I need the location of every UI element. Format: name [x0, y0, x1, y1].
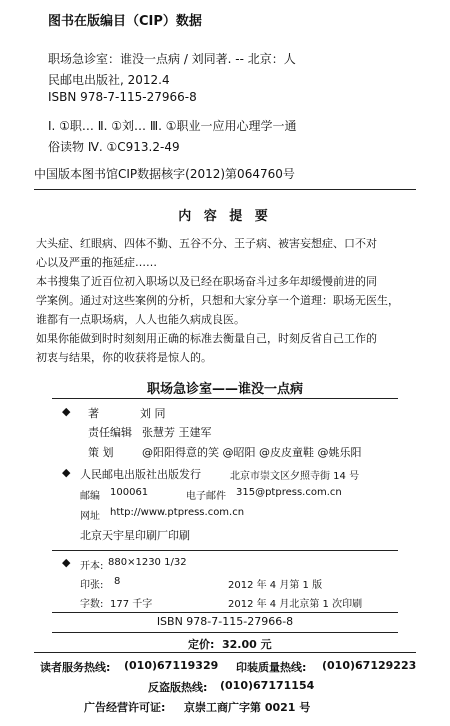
- sheets-label: 印张:: [80, 580, 104, 591]
- cip-heading: 图书在版编目（CIP）数据: [48, 14, 202, 29]
- editor-names: 张慧芳 王建军: [142, 426, 212, 439]
- edition: 2012 年 4 月第 1 版: [228, 580, 323, 591]
- cip-isbn: ISBN 978-7-115-27966-8: [48, 90, 197, 104]
- publisher: 人民邮电出版社出版发行: [80, 468, 201, 481]
- summary-p2-line1: 本书搜集了近百位初入职场以及已经在职场奋斗过多年却缓慢前进的同: [36, 275, 377, 288]
- words-value: 177 千字: [110, 599, 153, 610]
- publisher-address: 北京市崇文区夕照寺街 14 号: [230, 471, 360, 482]
- summary-title: 内 容 提 要: [178, 209, 272, 224]
- piracy-hotline-label: 反盗版热线:: [148, 681, 208, 694]
- reader-hotline-label: 读者服务热线:: [40, 661, 111, 674]
- words-label: 字数:: [80, 599, 104, 610]
- diamond-bullet-icon: ◆: [62, 466, 71, 479]
- colophon-rule-isbn-top: [52, 612, 398, 613]
- price-value: 32.00 元: [222, 638, 272, 651]
- piracy-hotline-number: (010)67171154: [220, 679, 315, 692]
- ad-license-number: 京崇工商广字第 0021 号: [184, 701, 311, 714]
- format-value: 880×1230 1/32: [108, 557, 187, 568]
- top-divider: [34, 189, 416, 190]
- quality-hotline-number: (010)67129223: [322, 659, 417, 672]
- printer: 北京天宇星印刷厂印刷: [80, 529, 190, 542]
- cip-classification-1: Ⅰ. ①职… Ⅱ. ①刘… Ⅲ. ①职业一应用心理学一通: [48, 119, 297, 133]
- format-label: 开本:: [80, 561, 104, 572]
- email-address: 315@ptpress.com.cn: [236, 487, 342, 498]
- summary-p2-line2: 学案例。通过对这些案例的分析，只想和大家分享一个道理：职场无医生，: [36, 294, 399, 307]
- cip-core-number: 中国版本图书馆CIP数据核字(2012)第064760号: [34, 167, 295, 181]
- colophon-rule-top: [52, 398, 398, 399]
- price-label: 定价:: [188, 638, 215, 651]
- web-address: http://www.ptpress.com.cn: [110, 507, 245, 518]
- diamond-bullet-icon: ◆: [62, 405, 71, 418]
- ad-license-label: 广告经营许可证:: [84, 701, 166, 714]
- quality-hotline-label: 印装质量热线:: [236, 661, 307, 674]
- colophon-rule-isbn-bottom: [52, 632, 398, 633]
- summary-p1-line2: 心以及严重的拖延症……: [36, 256, 157, 269]
- cip-classification-2: 俗读物 Ⅳ. ①C913.2-49: [48, 140, 180, 154]
- web-label: 网址: [80, 511, 100, 522]
- sheets-value: 8: [114, 576, 121, 587]
- book-title: 职场急诊室——谁没一点病: [146, 382, 303, 397]
- bottom-divider: [34, 652, 416, 653]
- colophon-rule-mid: [52, 550, 398, 551]
- zip-code: 100061: [110, 487, 149, 498]
- summary-p2-line3: 谁都有一点职场病，人人也能久病成良医。: [36, 313, 245, 326]
- summary-p3-line1: 如果你能做到时时刻刻用正确的标准去衡量自己，时刻反省自己工作的: [36, 332, 377, 345]
- author-label: 著: [88, 407, 99, 420]
- printing: 2012 年 4 月北京第 1 次印刷: [228, 599, 363, 610]
- author-name: 刘 同: [140, 407, 166, 420]
- reader-hotline-number: (010)67119329: [124, 659, 219, 672]
- editor-label: 责任编辑: [88, 426, 132, 439]
- summary-p1-line1: 大头症、红眼病、四体不勤、五谷不分、王子病、被害妄想症、口不对: [36, 237, 377, 250]
- planner-label: 策 划: [88, 446, 114, 459]
- cip-line-1: 职场急诊室：谁没一点病 / 刘同著. -- 北京：人: [48, 52, 296, 66]
- colophon-isbn: ISBN 978-7-115-27966-8: [156, 615, 294, 628]
- planner-names: @阳阳得意的笑 @昭阳 @皮皮童鞋 @姚乐阳: [142, 446, 362, 459]
- zip-label: 邮编: [80, 491, 100, 502]
- diamond-bullet-icon: ◆: [62, 556, 71, 569]
- email-label: 电子邮件: [186, 491, 226, 502]
- cip-line-2: 民邮电出版社, 2012.4: [48, 73, 170, 87]
- summary-p3-line2: 初衷与结果，你的收获将是惊人的。: [36, 351, 212, 364]
